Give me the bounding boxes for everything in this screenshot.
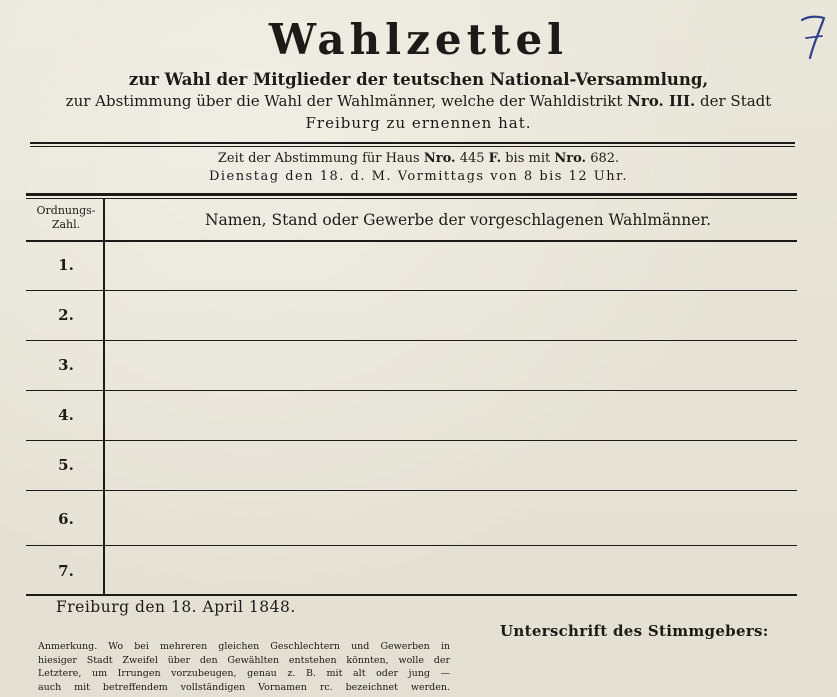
column-header-number-line2: Zahl.	[51, 218, 81, 231]
place-date: Freiburg den 18. April 1848.	[56, 598, 296, 616]
table-rule-top-thin	[26, 198, 797, 199]
voting-houses-letter: F.	[488, 151, 502, 166]
subtitle-text-end: der Stadt	[695, 92, 772, 110]
row-rule	[26, 440, 797, 441]
row-rule	[26, 390, 797, 391]
footnote-line: hiesiger Stadt Zweifel über den Gewählten entstehen könnten, wolle der	[38, 654, 450, 666]
table-header-rule	[26, 240, 797, 242]
row-number: 4.	[58, 406, 74, 424]
voting-houses-nro: Nro.	[423, 151, 456, 166]
header-rule-top	[30, 142, 795, 144]
voting-houses-to: 682.	[586, 151, 620, 166]
header-rule-bottom	[30, 146, 795, 147]
column-header-names: Namen, Stand oder Gewerbe der vorgeschlagenen Wahlmänner.	[204, 211, 712, 229]
voting-houses-text: Zeit der Abstimmung für Haus	[217, 151, 424, 166]
subtitle-text: zur Abstimmung über die Wahl der Wahlmänner, welche der Wahldistrikt	[65, 92, 628, 110]
voting-houses-from: 445	[455, 151, 489, 166]
ballot-subtitle-line2	[0, 92, 837, 111]
signature-label: Unterschrift des Stimmgebers:	[500, 622, 769, 640]
row-number: 6.	[58, 510, 74, 528]
row-number: 7.	[58, 562, 74, 580]
row-rule	[26, 490, 797, 491]
column-header-number	[28, 204, 104, 232]
row-number: 1.	[58, 256, 74, 274]
footnote-line: Anmerkung. Wo bei mehreren gleichen Geschlechtern und Gewerben in	[38, 641, 450, 652]
ballot-subtitle: zur Wahl der Mitglieder der teutschen National-Versammlung,	[128, 70, 709, 89]
footnote	[38, 640, 450, 694]
voting-day-time: Dienstag den 18. d. M. Vormittags von 8 bis 12 Uhr.	[208, 169, 629, 184]
row-rule	[26, 545, 797, 546]
table-rule-top	[26, 193, 797, 196]
column-header-number-line1: Ordnungs-	[36, 204, 96, 217]
table-rule-bottom	[26, 594, 797, 596]
row-rule	[26, 340, 797, 341]
district-number: Nro. III.	[627, 92, 696, 110]
footnote-line: auch mit betreffendem vollständigen Vornamen rc. bezeichnet werden.	[38, 681, 450, 693]
row-rule	[26, 290, 797, 291]
footnote-line: Letztere, um Irrungen vorzubeugen, genau z. B. mit alt oder jung —	[38, 668, 450, 679]
row-number: 2.	[58, 306, 74, 324]
row-number: 3.	[58, 356, 74, 374]
voting-time-info	[0, 150, 837, 186]
voting-houses	[0, 150, 837, 168]
voting-houses-nro2: Nro.	[554, 151, 587, 166]
row-number: 5.	[58, 456, 74, 474]
ballot-title: Wahlzettel	[268, 15, 569, 64]
handwritten-number	[796, 8, 830, 64]
voting-houses-until: bis mit	[501, 151, 555, 166]
ballot-subtitle-line3: Freiburg zu ernennen hat.	[305, 114, 532, 132]
